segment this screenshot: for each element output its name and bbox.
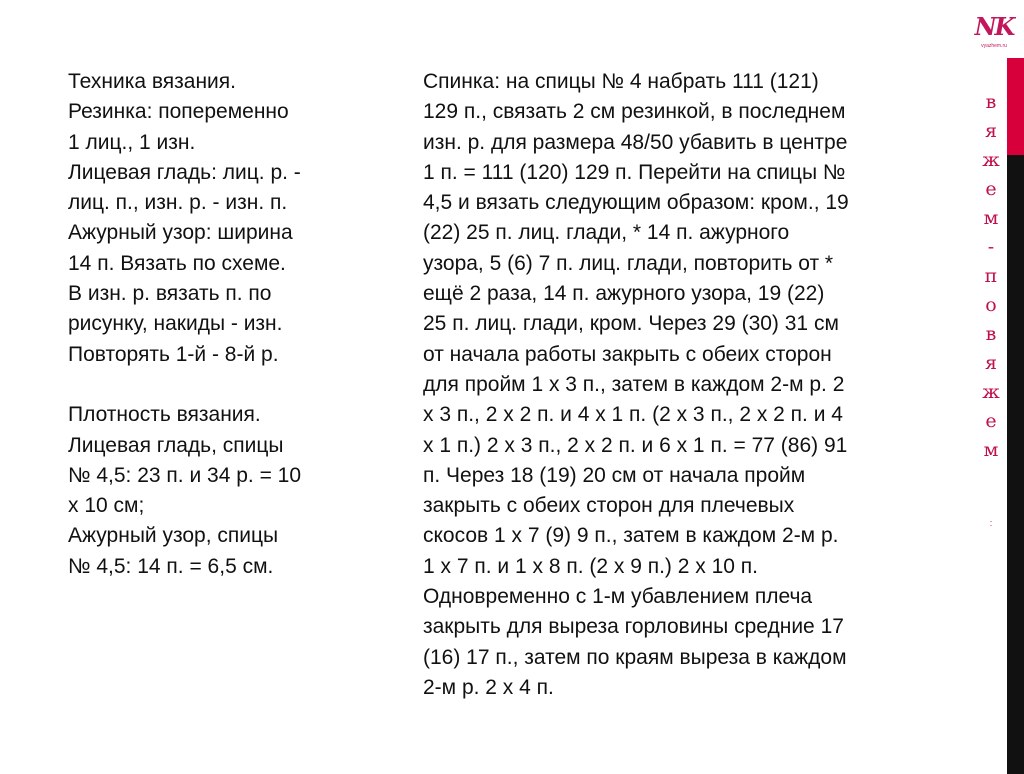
- side-rail: [1007, 58, 1024, 774]
- vertical-letter: м: [983, 207, 999, 229]
- text-line: 14 п. Вязать по схеме.: [68, 251, 286, 275]
- text-line: 4,5 и вязать следующим образом: кром., 19: [423, 191, 849, 215]
- text-line: рисунку, накиды - изн.: [68, 312, 283, 336]
- text-line: 1 п. = 111 (120) 129 п. Перейти на спицы №: [423, 160, 846, 184]
- text-line: В изн. р. вязать п. по: [68, 282, 272, 306]
- vertical-letter: в: [985, 323, 997, 345]
- text-line: узора, 5 (6) 7 п. лиц. глади, повторить от *: [423, 251, 834, 275]
- text-line: х 3 п., 2 х 2 п. и 4 х 1 п. (2 х 3 п., 2 х 2 п. и 4: [423, 403, 843, 427]
- text-line: № 4,5: 14 п. = 6,5 см.: [68, 554, 274, 578]
- vertical-suffix: :: [989, 518, 993, 528]
- text-line: 1 х 7 п. и 1 х 8 п. (2 х 9 п.) 2 х 10 п.: [423, 554, 759, 578]
- text-line: для пройм 1 х 3 п., затем в каждом 2-м р. 2: [423, 372, 845, 396]
- vertical-letter: ж: [982, 381, 1000, 403]
- text-line: х 10 см;: [68, 494, 145, 518]
- text-line: изн. р. для размера 48/50 убавить в центре: [423, 130, 848, 154]
- text-line: № 4,5: 23 п. и 34 р. = 10: [68, 463, 302, 487]
- text-line: (16) 17 п., затем по краям выреза в каждом: [423, 645, 847, 669]
- vertical-letter: е: [985, 410, 997, 432]
- text-line: п. Через 18 (19) 20 см от начала пройм: [423, 463, 806, 487]
- text-line: лиц. п., изн. р. - изн. п.: [68, 191, 288, 215]
- text-line: от начала работы закрыть с обеих сторон: [423, 342, 832, 366]
- back-instructions-column: [423, 67, 943, 703]
- vertical-letter: е: [985, 178, 997, 200]
- vertical-letter: в: [985, 91, 997, 113]
- vertical-letter: п: [984, 265, 998, 287]
- vertical-letter: -: [987, 236, 995, 258]
- vertical-letter: о: [985, 294, 997, 316]
- text-line: Техника вязания.: [68, 70, 236, 93]
- text-line: Ажурный узор: ширина: [68, 221, 293, 245]
- text-line: Повторять 1-й - 8-й р.: [68, 342, 279, 366]
- logo-mark: NK: [974, 12, 1014, 41]
- side-rail-red: [1007, 58, 1024, 155]
- vertical-letter: м: [983, 439, 999, 461]
- text-line: Плотность вязания.: [68, 403, 261, 427]
- text-line: х 1 п.) 2 х 3 п., 2 х 2 п. и 6 х 1 п. = 77 (86) 91: [423, 433, 848, 457]
- text-line: 2-м р. 2 х 4 п.: [423, 675, 554, 699]
- vertical-letter: я: [985, 120, 997, 142]
- text-line: Одновременно с 1-м убавлением плеча: [423, 585, 813, 609]
- logo-subtitle: vyazhem.ru: [981, 43, 1007, 49]
- text-line: скосов 1 х 7 (9) 9 п., затем в каждом 2-м р.: [423, 524, 839, 548]
- text-line: Лицевая гладь, спицы: [68, 433, 284, 457]
- technique-column: [68, 67, 368, 582]
- text-line: ещё 2 раза, 14 п. ажурного узора, 19 (22): [423, 282, 825, 306]
- paragraph-gap: [68, 370, 368, 400]
- text-line: Спинка: на спицы № 4 набрать 111 (121): [423, 70, 819, 93]
- text-line: 129 п., связать 2 см резинкой, в последнем: [423, 100, 846, 124]
- side-rail-black: [1007, 155, 1024, 774]
- vertical-letter: я: [985, 352, 997, 374]
- vertical-letter: ж: [982, 149, 1000, 171]
- brand-logo: [970, 12, 1018, 52]
- text-line: 25 п. лиц. глади, кром. Через 29 (30) 31 см: [423, 312, 839, 336]
- vertical-site-name: [980, 88, 1002, 465]
- text-line: 1 лиц., 1 изн.: [68, 130, 196, 154]
- text-line: закрыть для выреза горловины средние 17: [423, 615, 844, 639]
- text-line: Лицевая гладь: лиц. р. -: [68, 160, 301, 184]
- text-line: закрыть с обеих сторон для плечевых: [423, 494, 795, 518]
- text-line: Резинка: попеременно: [68, 100, 289, 124]
- text-line: (22) 25 п. лиц. глади, * 14 п. ажурного: [423, 221, 790, 245]
- text-line: Ажурный узор, спицы: [68, 524, 279, 548]
